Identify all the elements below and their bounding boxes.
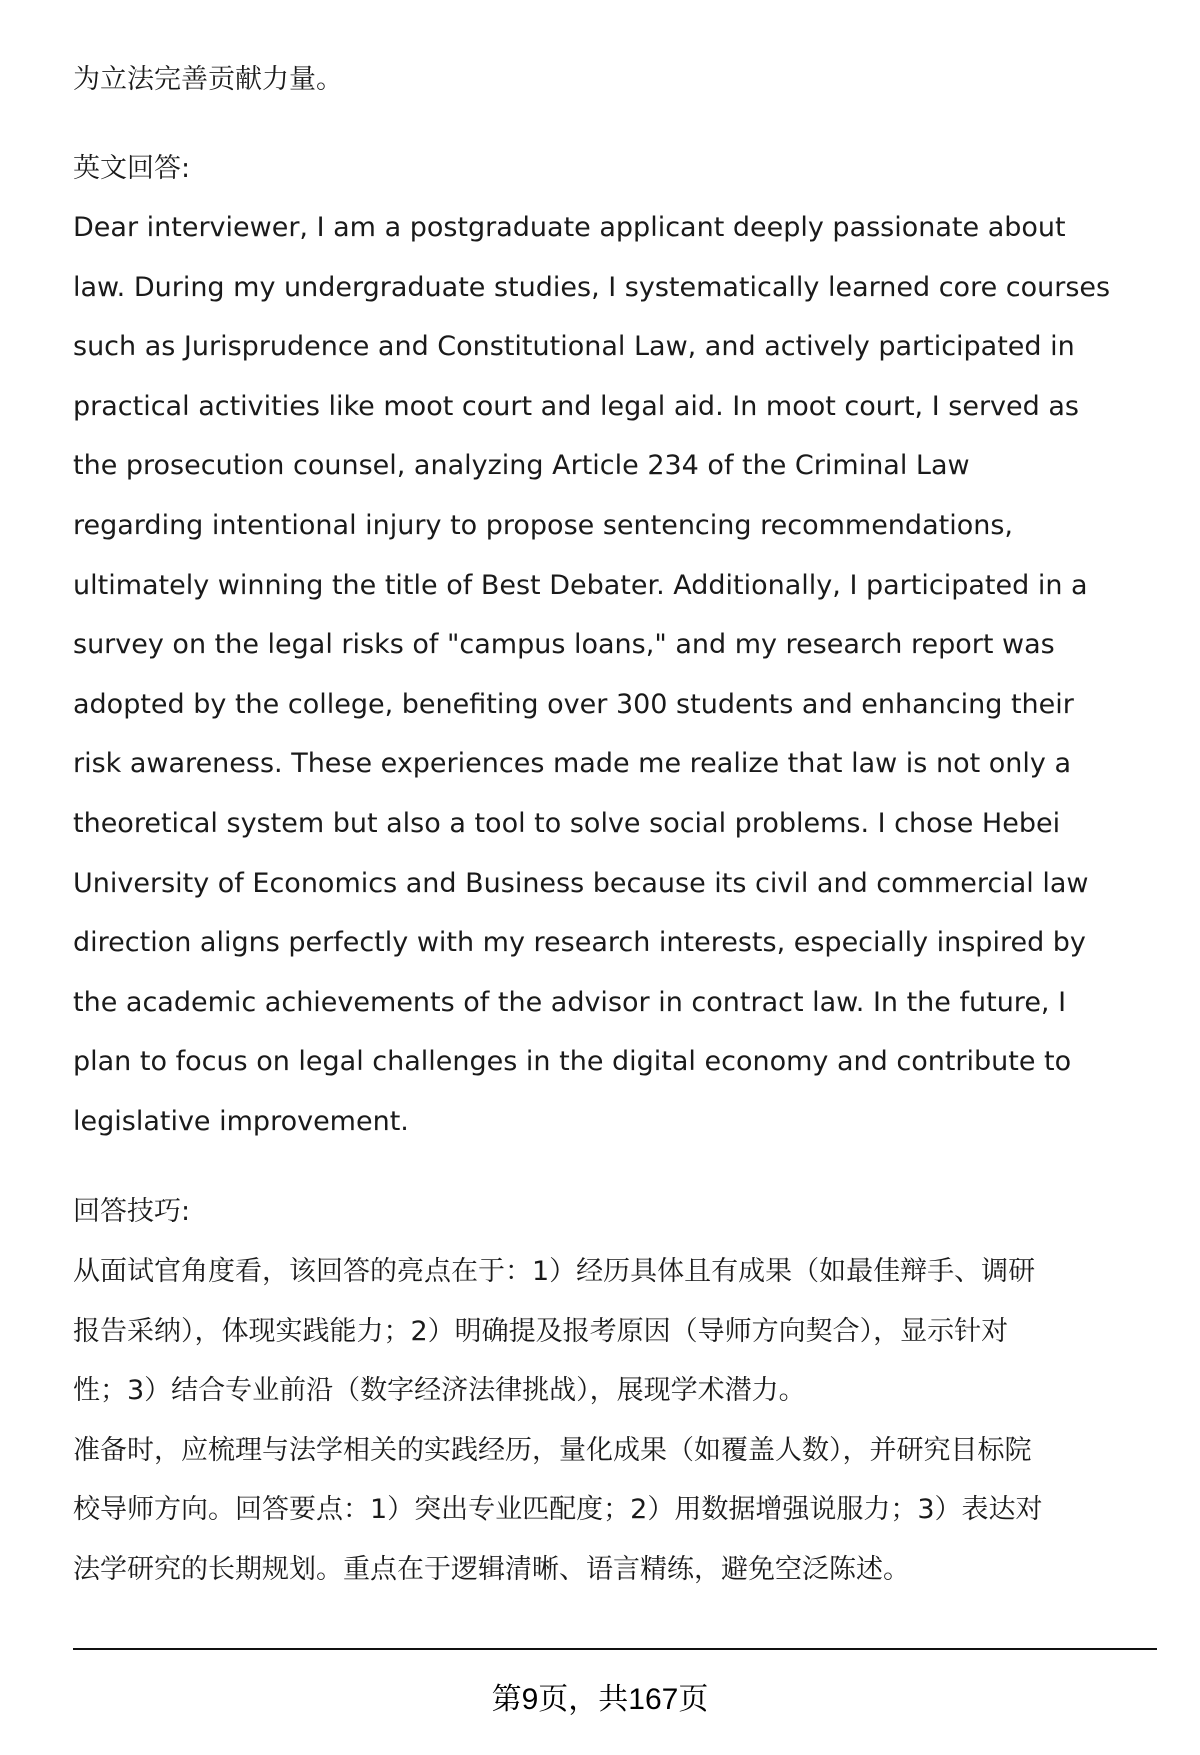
text-line: regarding intentional injury to propose sentencing recommendations,: [73, 509, 1013, 541]
text-line: the prosecution counsel, analyzing Article 234 of the Criminal Law: [73, 450, 970, 482]
text-line: legislative improvement.: [73, 1105, 409, 1137]
text-line: ultimately winning the title of Best Debater. Additionally, I participated in a: [73, 569, 1088, 601]
text-line: 从面试官角度看，该回答的亮点在于：1）经历具体且有成果（如最佳辩手、调研: [73, 1256, 1036, 1287]
text-line: University of Economics and Business because its civil and commercial law: [73, 867, 1089, 899]
tips-body: [73, 1242, 1173, 1600]
footer-divider: [73, 1648, 1157, 1650]
text-line: 校导师方向。回答要点：1）突出专业匹配度；2）用数据增强说服力；3）表达对: [73, 1494, 1043, 1526]
text-line: 准备时，应梳理与法学相关的实践经历，量化成果（如覆盖人数），并研究目标院: [73, 1434, 1032, 1466]
text-line: plan to focus on legal challenges in the digital economy and contribute to: [73, 1046, 1072, 1078]
text-line: risk awareness. These experiences made me realize that law is not only a: [73, 748, 1071, 780]
text-line: theoretical system but also a tool to solve social problems. I chose Hebei: [73, 807, 1061, 839]
text-line: direction aligns perfectly with my research interests, especially inspired by: [73, 927, 1086, 959]
english-heading: [73, 139, 1173, 199]
text-line: Dear interviewer, I am a postgraduate applicant deeply passionate about: [73, 212, 1066, 243]
text-line: 为立法完善贡献力量。: [73, 64, 343, 95]
section-heading: 英文回答:: [73, 153, 191, 184]
text-line: survey on the legal risks of "campus loans," and my research report was: [73, 629, 1055, 661]
intro-tail: [73, 50, 1173, 110]
text-line: adopted by the college, benefiting over 300 students and enhancing their: [73, 688, 1074, 720]
text-line: such as Jurisprudence and Constitutional Law, and actively participated in: [73, 331, 1075, 363]
english-answer: [73, 198, 1173, 1152]
text-line: 报告采纳），体现实践能力；2）明确提及报考原因（导师方向契合），显示针对: [73, 1315, 1009, 1347]
text-line: law. During my undergraduate studies, I systematically learned core courses: [73, 271, 1111, 303]
text-line: 法学研究的长期规划。重点在于逻辑清晰、语言精练，避免空泛陈述。: [73, 1553, 910, 1585]
tips-heading: [73, 1182, 1173, 1242]
section-heading: 回答技巧:: [73, 1196, 191, 1227]
text-line: the academic achievements of the advisor in contract law. In the future, I: [73, 986, 1067, 1018]
text-line: practical activities like moot court and legal aid. In moot court, I served as: [73, 390, 1079, 422]
text-line: 性；3）结合专业前沿（数字经济法律挑战），展现学术潜力。: [73, 1375, 806, 1407]
page-number: 第9页，共167页: [491, 1683, 709, 1716]
